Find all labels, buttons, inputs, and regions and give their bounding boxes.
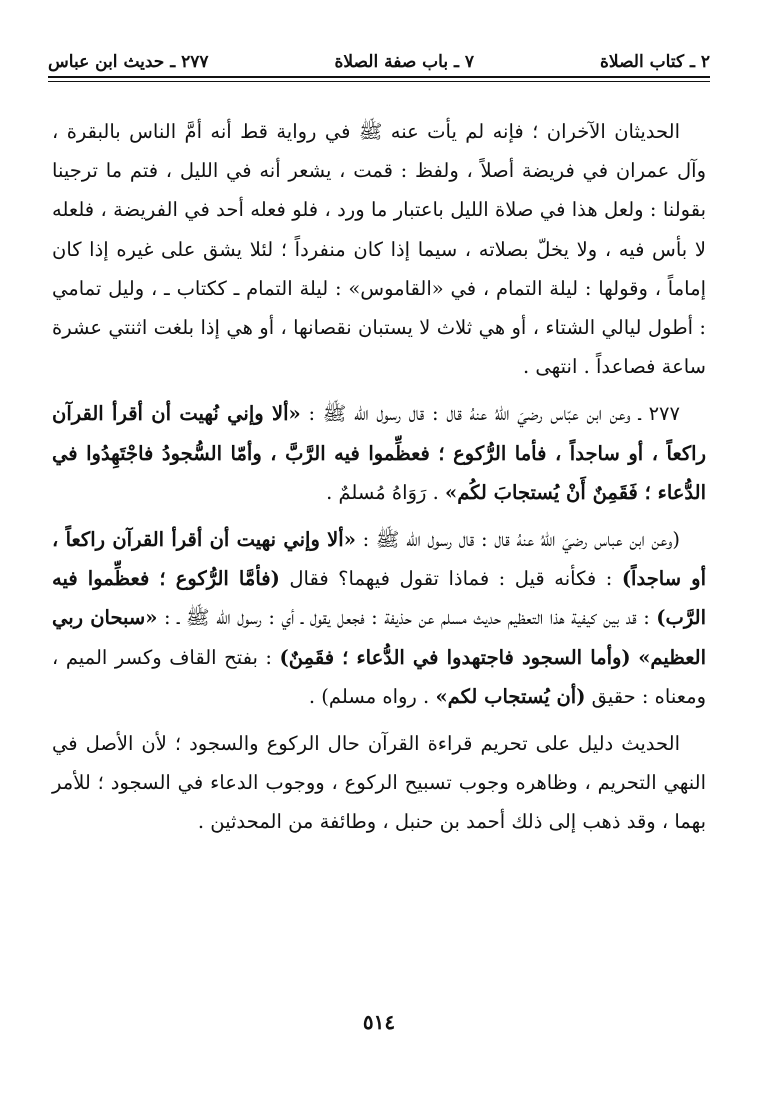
header-rule-thin [48, 81, 710, 82]
explanation-quote-1: «ألا وإني نهيت أن أقرأ القرآن راكعاً ، أو ساجداً) [52, 528, 706, 591]
header-rule [48, 76, 710, 78]
paragraph-hadith-277 [52, 394, 706, 512]
page-number: ٥١٤ [362, 1010, 396, 1034]
explanation-text-4: : بفتح القاف وكسر الميم ، ومعناه : حقيق [52, 645, 706, 708]
header-section: ٧ ـ باب صفة الصلاة [334, 52, 475, 72]
header-hadith: ٢٧٧ ـ حديث ابن عباس [48, 52, 209, 72]
header-chapter: ٢ ـ كتاب الصلاة [600, 52, 710, 72]
paragraph-commentary-end: الحديثان الآخران ؛ فإنه لم يأت عنه ﷺ في رواية قط أنه أمَّ الناس بالبقرة ، وآل عمران في فريضة أصلاً ، ولفظ : قمت ، يشعر أنه في الليل ، فتم ما ترجينا بقولنا : ولعل هذا في صلاة الليل باعتبار ما ورد ، فلو فعله أحد في الفريضة ، فلعله لا بأس فيه ، ولا يخلّ بصلاته ، سيما إذا كان منفرداً ؛ لئلا يشق على غيره إذا كان إماماً ، وقولها : ليلة التمام ، في «القاموس» : ليلة التمام ـ ككتاب ـ ، وليل تمامي : أطول ليالي الشتاء ، أو هي ثلاث لا يستبان نقصانها ، أو هي إذا بلغت اثنتي عشرة ساعة فصاعداً . انتهى . [52, 120, 706, 379]
explanation-quote-3: «سبحان ربي العظيم» [52, 606, 707, 669]
explanation-quote-2: (فأمَّا الرُّكوع ؛ فعظِّموا فيه الرَّب) [52, 567, 706, 630]
paragraph-explanation [52, 520, 706, 716]
page-body [52, 112, 706, 842]
hadith-text: «ألا وإني نُهيت أن أقرأ القرآن راكعاً ، أو ساجداً ، فأما الرُّكوع ؛ فعظِّموا فيه الرَّبَّ ، وأمّا السُّجودُ فاجْتَهِدُوا في الدُّعاء ؛ فَقَمِنٌ أَنْ يُستجابَ لكُم» [52, 402, 706, 504]
explanation-text-2: : قد بين كيفية هذا التعظيم حديث مسلم عن حذيفة : فجعل يقول ـ أي : رسول الله ﷺ ـ : [157, 606, 657, 630]
explanation-quote-4: (وأما السجود فاجتهدوا في الدُّعاء ؛ فقَمِنٌ) [279, 645, 631, 669]
running-header [48, 32, 710, 76]
explanation-quote-5: (أن يُستجاب لكم» [435, 684, 586, 708]
hadith-intro: ٢٧٧ ـ وعن ابن عبّاس رضيَ اللهُ عنهُ قال : قال رسول الله ﷺ : [300, 402, 680, 426]
paragraph-ruling: الحديث دليل على تحريم قراءة القرآن حال الركوع والسجود ؛ لأن الأصل في النهي التحريم ، وظاهره وجوب تسبيح الركوع ، ووجوب الدعاء في السجود ؛ للأمر بهما ، وقد ذهب إلى ذلك أحمد بن حنبل ، وطائفة من المحدثين . [52, 732, 706, 834]
explanation-text-1: : فكأنه قيل : فماذا تقول فيهما؟ فقال [279, 567, 622, 591]
explanation-intro: (وعن ابن عباس رضيَ اللهُ عنهُ قال : قال رسول الله ﷺ : [355, 528, 680, 552]
explanation-text-5: . رواه مسلم) . [308, 684, 436, 708]
hadith-source: . رَوَاهُ مُسلمٌ . [326, 480, 445, 504]
